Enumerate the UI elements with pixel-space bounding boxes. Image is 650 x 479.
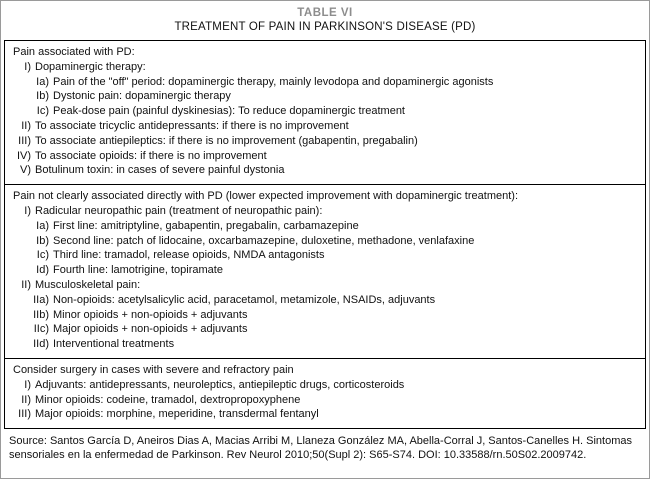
table-line <box>11 219 639 234</box>
table-line <box>11 89 639 104</box>
line-text: Dystonic pain: dopaminergic therapy <box>53 90 231 103</box>
line-numeral: III) <box>18 408 31 421</box>
line-numeral: Id) <box>36 264 49 277</box>
table-number: TABLE VI <box>297 7 353 19</box>
table-line <box>11 393 639 408</box>
line-text: Peak-dose pain (painful dyskinesias): To reduce dopaminergic treatment <box>53 105 405 118</box>
line-numeral: II) <box>21 278 31 291</box>
line-numeral: I) <box>24 60 31 73</box>
table-line <box>11 163 639 178</box>
line-text: Musculoskeletal pain: <box>35 278 141 291</box>
line-numeral: II) <box>21 393 31 406</box>
table-body <box>4 40 646 429</box>
line-numeral: Ib) <box>36 234 49 247</box>
table-section <box>5 184 645 358</box>
line-text: First line: amitriptyline, gabapentin, pregabalin, carbamazepine <box>53 219 359 232</box>
line-numeral: IId) <box>33 338 49 351</box>
table-header <box>4 7 646 33</box>
table-line <box>11 378 639 393</box>
table-line <box>11 119 639 134</box>
table-line <box>11 134 639 149</box>
table-line <box>11 75 639 90</box>
source-citation: Source: Santos García D, Aneiros Dias A, Macias Arribi M, Llaneza González MA, Abella-Corral J, Santos-Canelles H. Sintomas sensoriales en la enfermedad de Parkinson. Rev Neurol 2010;50(Supl 2): S65-S74. DOI: 10.33588/rn.50S02.2009742. <box>9 435 632 461</box>
line-numeral: IV) <box>16 149 31 162</box>
line-numeral: Ic) <box>36 249 49 262</box>
table-line <box>11 263 639 278</box>
table-line <box>11 278 639 293</box>
table-section <box>5 41 645 184</box>
line-numeral: IIc) <box>33 323 49 336</box>
line-numeral: Ia) <box>36 75 49 88</box>
line-numeral: Ia) <box>36 219 49 232</box>
table-line: Pain not clearly associated directly with PD (lower expected improvement with dopaminergic treatment): <box>13 190 518 203</box>
line-numeral: I) <box>24 378 31 391</box>
line-numeral: V) <box>20 164 31 177</box>
line-numeral: IIa) <box>33 293 49 306</box>
line-text: To associate tricyclic antidepressants: if there is no improvement <box>35 119 349 132</box>
line-text: Dopaminergic therapy: <box>35 60 146 73</box>
table-line <box>11 308 639 323</box>
line-text: Adjuvants: antidepressants, neuroleptics, antiepileptic drugs, corticosteroids <box>35 378 405 391</box>
line-text: Non-opioids: acetylsalicylic acid, paracetamol, metamizole, NSAIDs, adjuvants <box>53 293 436 306</box>
line-numeral: IIb) <box>33 308 49 321</box>
line-text: Botulinum toxin: in cases of severe painful dystonia <box>35 164 285 177</box>
table-line <box>11 322 639 337</box>
line-text: Interventional treatments <box>53 338 175 351</box>
line-text: Radicular neuropathic pain (treatment of neuropathic pain): <box>35 204 323 217</box>
line-text: Fourth line: lamotrigine, topiramate <box>53 264 223 277</box>
table-section <box>5 358 645 428</box>
table-line <box>11 149 639 164</box>
line-text: Third line: tramadol, release opioids, NMDA antagonists <box>53 249 325 262</box>
line-text: Minor opioids: codeine, tramadol, dextropropoxyphene <box>35 393 301 406</box>
line-text: To associate antiepileptics: if there is no improvement (gabapentin, pregabalin) <box>35 134 418 147</box>
table-line <box>11 248 639 263</box>
table-line: Consider surgery in cases with severe and refractory pain <box>13 363 294 376</box>
table-line <box>11 293 639 308</box>
table-line <box>11 204 639 219</box>
table-line <box>11 60 639 75</box>
line-numeral: II) <box>21 119 31 132</box>
line-numeral: I) <box>24 204 31 217</box>
line-text: Minor opioids + non-opioids + adjuvants <box>53 308 248 321</box>
table-line <box>11 337 639 352</box>
line-text: Pain of the "off" period: dopaminergic therapy, mainly levodopa and dopaminergic agonists <box>53 75 494 88</box>
line-text: Major opioids + non-opioids + adjuvants <box>53 323 248 336</box>
line-numeral: III) <box>18 134 31 147</box>
table-title: TREATMENT OF PAIN IN PARKINSON'S DISEASE (PD) <box>174 21 476 33</box>
table-line <box>11 407 639 422</box>
line-text: To associate opioids: if there is no improvement <box>35 149 267 162</box>
line-numeral: Ib) <box>36 90 49 103</box>
line-text: Major opioids: morphine, meperidine, transdermal fentanyl <box>35 408 319 421</box>
table-line <box>11 104 639 119</box>
table-line <box>11 234 639 249</box>
line-text: Second line: patch of lidocaine, oxcarbamazepine, duloxetine, methadone, venlafaxine <box>53 234 475 247</box>
line-numeral: Ic) <box>36 105 49 118</box>
table-line: Pain associated with PD: <box>13 46 135 58</box>
